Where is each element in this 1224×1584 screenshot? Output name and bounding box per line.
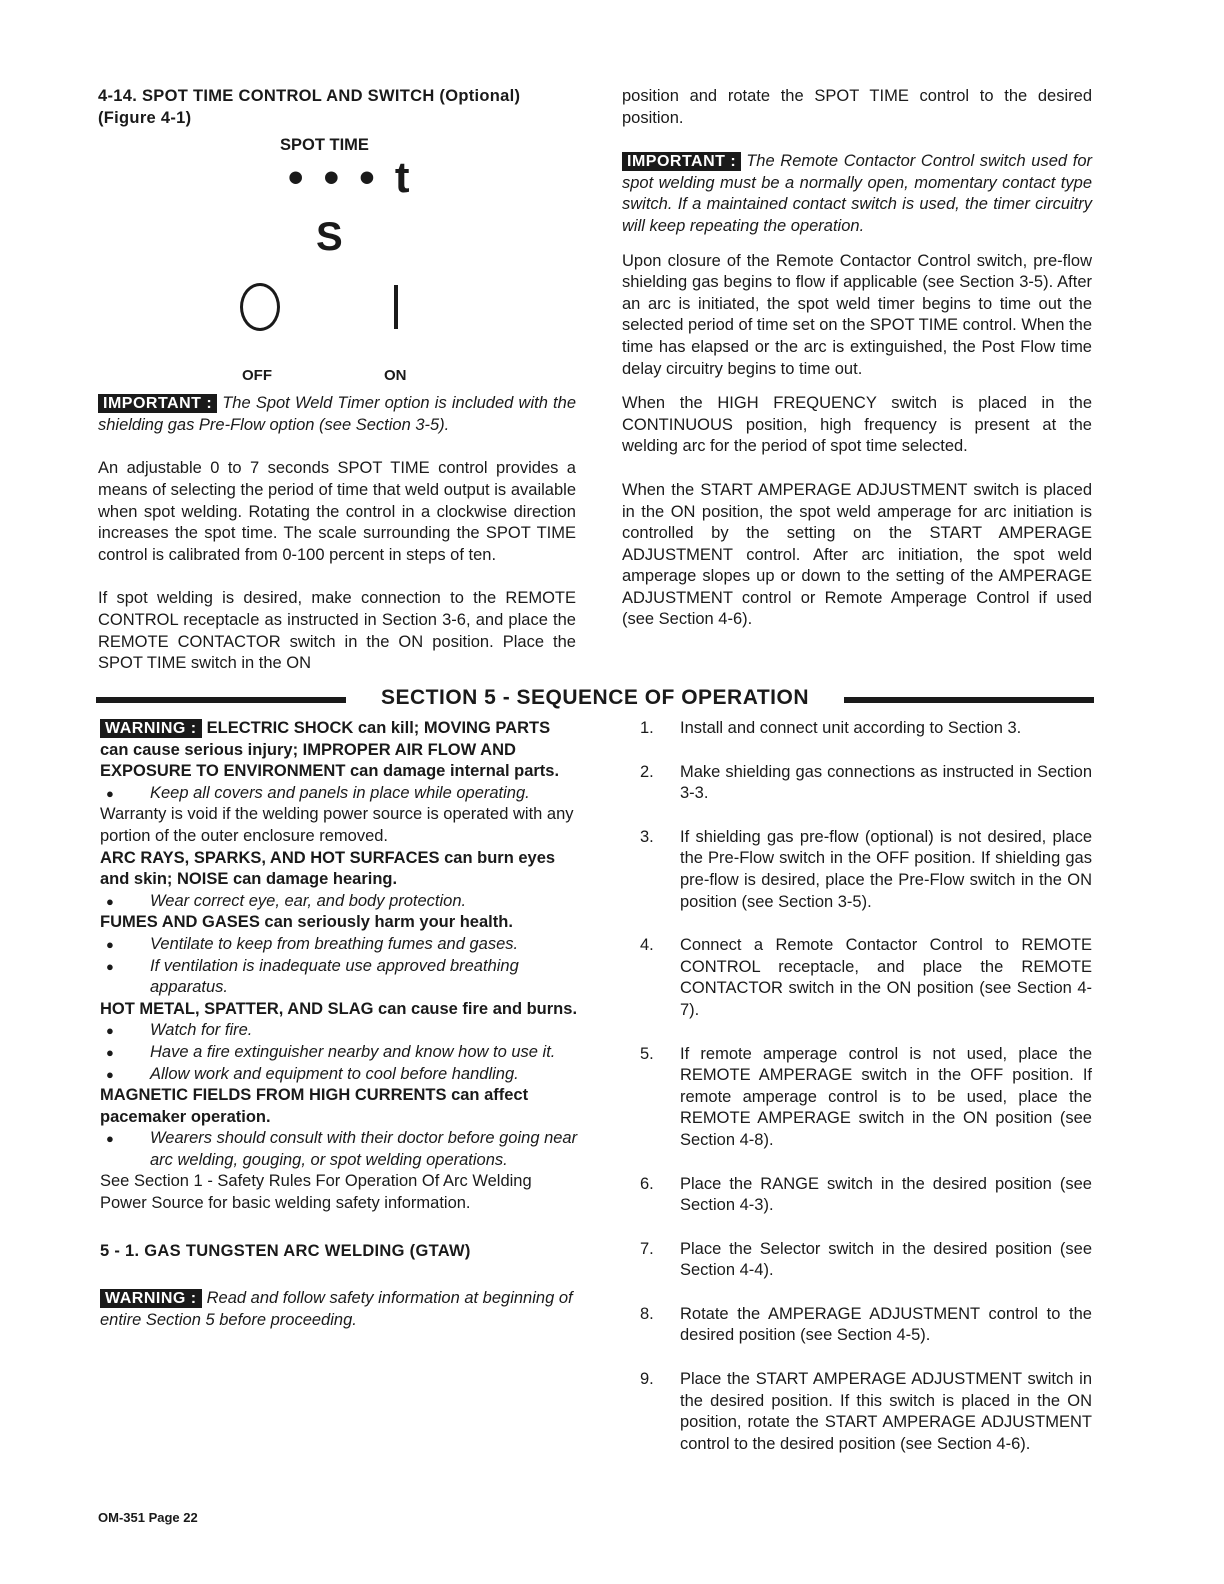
warning-bullet: ● Have a fire extinguisher nearby and know how to use it. <box>100 1042 578 1064</box>
step-text: Place the Selector switch in the desired position (see Section 4-4). <box>680 1239 1092 1280</box>
spot-time-paragraph-4: Upon closure of the Remote Contactor Control switch, pre-flow shielding gas begins to flow if applicable (see Section 3-5). After an arc is initiated, the spot weld timer begins to time out the selected period of time set on the SPOT TIME control. When the time has elapsed or the arc is extinguished, the Post Flow time delay circuitry begins to time out. <box>622 251 1092 378</box>
step-number: 9. <box>640 1370 654 1389</box>
off-circle-icon <box>240 283 280 331</box>
warning-arc-rays: ARC RAYS, SPARKS, AND HOT SURFACES can burn eyes and skin; NOISE can damage hearing. <box>100 848 556 889</box>
important-tag: IMPORTANT : <box>622 152 741 171</box>
on-bar-icon <box>394 285 398 329</box>
figure-title: SPOT TIME <box>280 136 369 155</box>
warning-tag: WARNING : <box>100 719 202 738</box>
step-text: Connect a Remote Contactor Control to REMOTE CONTROL receptacle, and place the REMOTE CONTACTOR switch in the ON position (see Section 4-7). <box>680 936 1092 1019</box>
step-number: 2. <box>640 762 654 781</box>
step-number: 8. <box>640 1304 654 1323</box>
top-left-column <box>98 86 576 688</box>
section-5-title: SECTION 5 - SEQUENCE OF OPERATION <box>96 686 1094 710</box>
figure-s-symbol: S <box>316 215 343 260</box>
step-number: 6. <box>640 1174 654 1193</box>
step-item <box>640 1239 1092 1282</box>
step-text: Place the START AMPERAGE ADJUSTMENT switch in the desired position. If this switch is placed in the ON position, rotate the START AMPERAGE ADJUSTMENT control to the desired position (see Section 4-6). <box>680 1370 1092 1453</box>
warning-bullet: ● Keep all covers and panels in place while operating. <box>100 783 578 805</box>
step-item <box>640 935 1092 1021</box>
warning-tag: WARNING : <box>100 1289 202 1308</box>
step-text: Install and connect unit according to Section 3. <box>680 719 1022 737</box>
warning-bullet: ● Watch for fire. <box>100 1020 578 1042</box>
step-text: Place the RANGE switch in the desired position (see Section 4-3). <box>680 1174 1092 1215</box>
figure-off-label: OFF <box>242 367 272 385</box>
warning-bullet: ● Allow work and equipment to cool before handling. <box>100 1064 578 1086</box>
page-footer: OM-351 Page 22 <box>98 1510 198 1525</box>
top-right-column <box>622 86 1092 644</box>
important-note-2: IMPORTANT : The Remote Contactor Control switch used for spot welding must be a normally open, momentary contact type switch. If a maintained contact switch is used, the timer circuitry will keep repeating the operation. <box>622 151 1092 237</box>
warning-bullet: ● If ventilation is inadequate use approved breathing apparatus. <box>100 956 578 999</box>
spot-time-paragraph-5: When the HIGH FREQUENCY switch is placed in the CONTINUOUS position, high frequency is present at the welding arc for the period of spot time selected. <box>622 394 1092 456</box>
spot-time-figure <box>98 135 576 387</box>
safety-reference-note: See Section 1 - Safety Rules For Operation Of Arc Welding Power Source for basic welding safety information. <box>100 1172 532 1213</box>
warning-column <box>100 718 578 1331</box>
spot-time-paragraph-3: position and rotate the SPOT TIME control to the desired position. <box>622 87 1092 127</box>
step-item <box>640 1304 1092 1347</box>
step-item <box>640 827 1092 913</box>
important-note-1: IMPORTANT : The Spot Weld Timer option is included with the shielding gas Pre-Flow option (see Section 3-5). <box>98 393 576 436</box>
warning-hot-metal: HOT METAL, SPATTER, AND SLAG can cause fire and burns. <box>100 999 578 1018</box>
step-number: 1. <box>640 719 654 737</box>
warranty-note: Warranty is void if the welding power source is operated with any portion of the outer enclosure removed. <box>100 805 574 845</box>
step-item <box>640 718 1092 740</box>
step-text: Rotate the AMPERAGE ADJUSTMENT control to the desired position (see Section 4-5). <box>680 1304 1092 1345</box>
warning-fumes: FUMES AND GASES can seriously harm your health. <box>100 913 513 932</box>
step-text: Make shielding gas connections as instructed in Section 3-3. <box>680 762 1092 803</box>
section-4-14-heading: 4-14. SPOT TIME CONTROL AND SWITCH (Optional) (Figure 4-1) <box>98 87 521 127</box>
warning-magnetic-fields: MAGNETIC FIELDS FROM HIGH CURRENTS can affect pacemaker operation. <box>100 1086 529 1126</box>
step-number: 3. <box>640 827 654 846</box>
spot-time-paragraph-1: An adjustable 0 to 7 seconds SPOT TIME control provides a means of selecting the period of time that weld output is available when spot welding. Rotating the control in a clockwise direction increases the spot time. The scale surrounding the SPOT TIME control is calibrated from 0-100 percent in steps of ten. <box>98 459 576 564</box>
figure-on-label: ON <box>384 367 407 385</box>
step-item <box>640 1174 1092 1217</box>
warning-bullet: ● Wear correct eye, ear, and body protection. <box>100 891 578 913</box>
steps-column <box>640 718 1092 1477</box>
spot-time-paragraph-2: If spot welding is desired, make connection to the REMOTE CONTROL receptacle as instructed in Section 3-6, and place the REMOTE CONTACTOR switch in the ON position. Place the SPOT TIME switch in the ON <box>98 589 576 673</box>
step-number: 5. <box>640 1044 654 1063</box>
step-text: If remote amperage control is not used, place the REMOTE AMPERAGE switch in the OFF position. If remote amperage control is to be used, place the REMOTE AMPERAGE switch in the ON position (see Section 4-8). <box>680 1044 1092 1149</box>
section-5-1-heading: 5 - 1. GAS TUNGSTEN ARC WELDING (GTAW) <box>100 1241 471 1260</box>
step-item <box>640 762 1092 805</box>
step-text: If shielding gas pre-flow (optional) is not desired, place the Pre-Flow switch in the OFF position. If shielding gas pre-flow is desired, place the Pre-Flow switch in the ON position (see Section 3-5). <box>680 827 1092 911</box>
gtaw-warning: WARNING : Read and follow safety information at beginning of entire Section 5 before proceeding. <box>100 1288 578 1331</box>
figure-dots-symbol: • • • t <box>288 153 414 203</box>
step-number: 7. <box>640 1239 654 1258</box>
section-5-banner <box>96 686 1094 712</box>
warning-bullet: ● Wearers should consult with their doctor before going near arc welding, gouging, or spot welding operations. <box>100 1128 578 1171</box>
spot-time-paragraph-6: When the START AMPERAGE ADJUSTMENT switch is placed in the ON position, the spot weld amperage for arc initiation is controlled by the setting on the START AMPERAGE ADJUSTMENT control. After arc initiation, the spot weld amperage slopes up or down to the setting of the AMPERAGE ADJUSTMENT control or Remote Amperage Control if used (see Section 4-6). <box>622 480 1092 629</box>
step-item <box>640 1044 1092 1152</box>
important-tag: IMPORTANT : <box>98 394 217 413</box>
warning-bullet: ● Ventilate to keep from breathing fumes and gases. <box>100 934 578 956</box>
step-item <box>640 1369 1092 1455</box>
step-number: 4. <box>640 936 654 955</box>
warning-electric-shock: WARNING : ELECTRIC SHOCK can kill; MOVING PARTS can cause serious injury; IMPROPER AIR FLOW AND EXPOSURE TO ENVIRONMENT can damage internal parts. <box>100 718 578 783</box>
